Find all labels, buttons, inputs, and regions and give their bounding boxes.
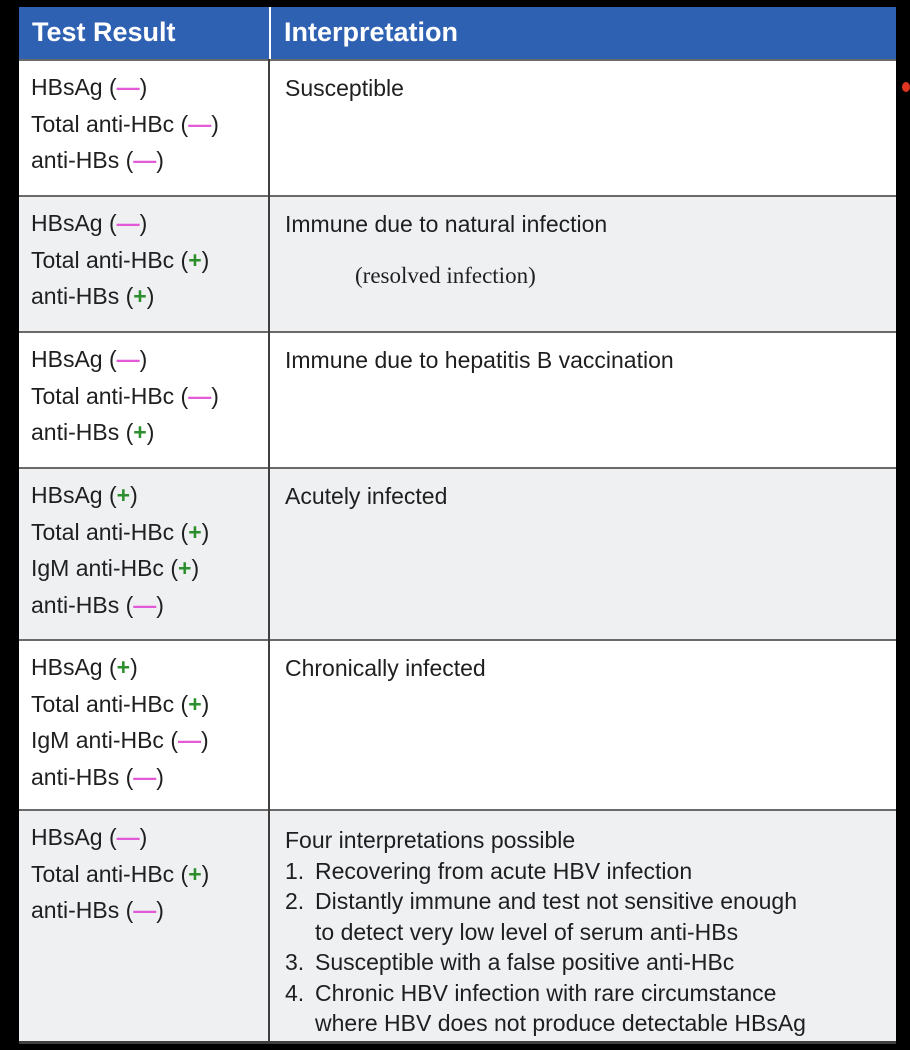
positive-result: + <box>133 419 147 445</box>
test-name: HBsAg <box>31 74 103 100</box>
test-line: IgM anti-HBc (+) <box>31 555 200 581</box>
interpretation-cell <box>285 825 885 1039</box>
test-line: HBsAg (—) <box>31 210 148 236</box>
interpretation-cell <box>285 73 885 103</box>
test-name: Total anti-HBc <box>31 690 175 717</box>
positive-result: + <box>133 283 147 309</box>
test-line: IgM anti-HBc (—) <box>31 727 209 753</box>
positive-result: + <box>188 518 202 545</box>
positive-result: + <box>116 482 131 508</box>
test-line: anti-HBs (—) <box>31 897 164 923</box>
negative-result: — <box>133 591 157 618</box>
interpretation-cell <box>285 345 885 375</box>
list-number: 3. <box>285 949 305 975</box>
interpretation-text: Immune due to natural infection <box>285 211 608 237</box>
test-line: Total anti-HBc (—) <box>31 110 219 137</box>
test-name: HBsAg <box>31 654 103 680</box>
test-line: Total anti-HBc (+) <box>31 246 210 273</box>
interpretation-cell <box>285 481 885 511</box>
test-line: anti-HBs (—) <box>31 147 164 173</box>
test-result-cell <box>31 477 209 623</box>
negative-result: — <box>178 727 201 753</box>
test-name: HBsAg <box>31 346 103 372</box>
positive-result: + <box>188 690 202 717</box>
interpretation-list-item <box>285 886 885 947</box>
negative-result: — <box>133 147 157 173</box>
test-line: Total anti-HBc (+) <box>31 690 210 717</box>
interpretation-annotation: (resolved infection) <box>355 263 536 288</box>
negative-result: — <box>133 897 157 923</box>
list-text: Distantly immune and test not sensitive enough <box>315 888 797 914</box>
negative-result: — <box>116 210 140 236</box>
hbv-serology-table <box>19 7 896 1044</box>
test-name: IgM anti-HBc <box>31 555 164 581</box>
negative-result: — <box>116 824 140 850</box>
test-line: HBsAg (—) <box>31 824 148 850</box>
table-bottom-border <box>19 1041 896 1044</box>
interpretation-text: Acutely infected <box>285 483 448 509</box>
test-name: Total anti-HBc <box>31 110 175 137</box>
test-result-cell <box>31 819 209 929</box>
interpretation-text: Susceptible <box>285 75 404 101</box>
positive-result: + <box>116 654 131 680</box>
test-name: IgM anti-HBc <box>31 727 164 753</box>
test-name: HBsAg <box>31 210 103 236</box>
test-line: HBsAg (+) <box>31 482 138 508</box>
positive-result: + <box>188 860 202 887</box>
table-row <box>19 639 896 809</box>
table-row <box>19 59 896 195</box>
interpretation-text: Four interpretations possible <box>285 827 576 853</box>
test-result-cell <box>31 649 209 795</box>
positive-result: + <box>188 246 202 273</box>
column-divider <box>268 59 270 1044</box>
test-line: Total anti-HBc (+) <box>31 860 210 887</box>
list-text: Susceptible with a false positive anti-HBc <box>315 949 735 975</box>
list-text: where HBV does not produce detectable HBsAg <box>315 1010 806 1036</box>
negative-result: — <box>133 763 157 790</box>
interpretation-list-item <box>285 978 885 1039</box>
test-name: anti-HBs <box>31 147 120 173</box>
test-line: HBsAg (+) <box>31 654 138 680</box>
negative-result: — <box>116 346 140 372</box>
list-text: Chronic HBV infection with rare circumstance <box>315 979 777 1006</box>
red-dot-marker <box>902 82 910 92</box>
test-line: Total anti-HBc (+) <box>31 518 210 545</box>
test-line: HBsAg (—) <box>31 346 148 372</box>
header-test-result: Test Result <box>32 17 176 47</box>
table-row <box>19 809 896 1044</box>
test-name: Total anti-HBc <box>31 860 175 887</box>
test-name: Total anti-HBc <box>31 518 175 545</box>
test-line: Total anti-HBc (—) <box>31 382 219 409</box>
test-name: HBsAg <box>31 482 103 508</box>
test-name: Total anti-HBc <box>31 246 175 273</box>
test-result-cell <box>31 69 219 179</box>
interpretation-text: Immune due to hepatitis B vaccination <box>285 347 674 373</box>
table-header <box>19 7 896 59</box>
test-name: Total anti-HBc <box>31 382 175 409</box>
negative-result: — <box>116 74 140 100</box>
test-name: HBsAg <box>31 824 103 850</box>
test-line: anti-HBs (+) <box>31 419 155 445</box>
test-name: anti-HBs <box>31 419 120 445</box>
interpretation-list-item <box>285 947 885 978</box>
negative-result: — <box>188 110 212 137</box>
table-row <box>19 467 896 639</box>
interpretation-cell <box>285 653 885 683</box>
interpretation-text: Chronically infected <box>285 655 486 681</box>
list-number: 1. <box>285 857 305 884</box>
negative-result: — <box>188 382 212 409</box>
test-line: anti-HBs (—) <box>31 763 164 790</box>
test-line: anti-HBs (—) <box>31 591 164 618</box>
test-line: HBsAg (—) <box>31 74 148 100</box>
test-line: anti-HBs (+) <box>31 283 155 309</box>
list-number: 4. <box>285 979 305 1006</box>
test-name: anti-HBs <box>31 897 120 923</box>
table-row <box>19 331 896 467</box>
positive-result: + <box>178 555 192 581</box>
table-row <box>19 195 896 331</box>
test-name: anti-HBs <box>31 763 120 790</box>
interpretation-list-item <box>285 856 885 887</box>
header-divider <box>269 7 271 59</box>
test-name: anti-HBs <box>31 591 120 618</box>
list-number: 2. <box>285 888 305 914</box>
header-interpretation: Interpretation <box>284 17 459 47</box>
list-text: to detect very low level of serum anti-HBs <box>315 918 739 945</box>
test-result-cell <box>31 205 209 315</box>
test-name: anti-HBs <box>31 283 120 309</box>
test-result-cell <box>31 341 219 451</box>
interpretation-cell <box>285 209 885 239</box>
list-text: Recovering from acute HBV infection <box>315 857 693 884</box>
